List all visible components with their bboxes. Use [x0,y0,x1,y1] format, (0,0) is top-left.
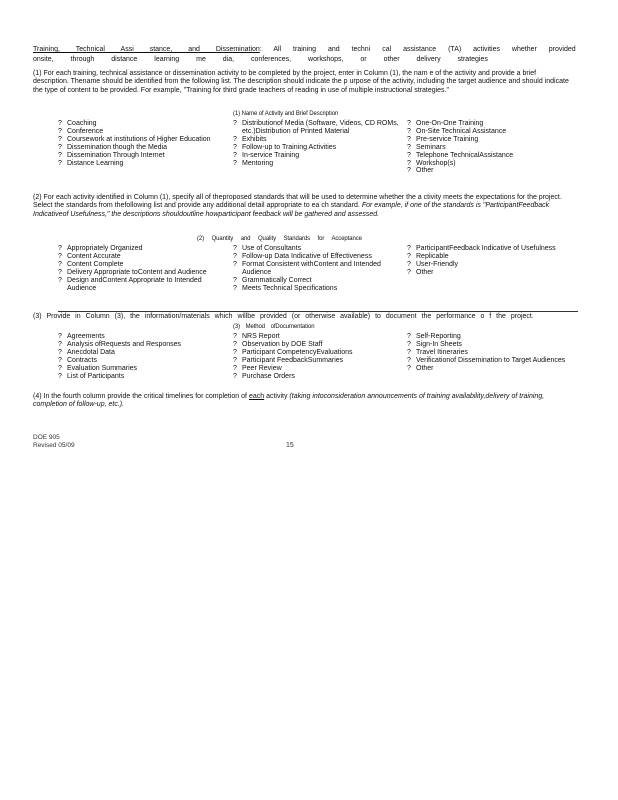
list-item-label: Distance Learning [67,159,124,167]
bullet-marker: ? [233,348,237,356]
intro-line-1-rest: : All training and techni cal assistance (TA) activities whether provided [259,46,576,53]
page-number: 15 [286,442,294,449]
bullet-marker: ? [58,364,62,372]
para-2-example: For example, if one of the standards is "ParticipantFeedback Indicativeof Usefulness," the descriptions shouldoutline howparticipant feedback will be gathered and assessed. [33,202,550,218]
list-item-label: Evaluation Summaries [67,364,138,372]
list-item [233,277,403,285]
instruction-paragraph-3: (3) Provide in Column (3), the information/materials which willbe provided (or otherwise available) to document the performance o f the project. [33,313,534,320]
list-item-label: Dissemination Through Internet [67,151,165,159]
list-item [233,120,403,136]
list-item-label: Content Complete [67,260,124,268]
intro-line-1 [33,46,576,55]
list-item [58,152,223,160]
list-item [407,253,577,261]
list-item-label: Meets Technical Specifications [242,284,338,292]
bullet-marker: ? [407,340,411,348]
bullet-marker: ? [407,348,411,356]
list-item-label: Telephone TechnicalAssistance [416,151,514,159]
bullet-marker: ? [58,276,62,284]
section-3-col-a [58,333,223,380]
list-item [407,261,577,269]
list-item-label: Sign-In Sheets [416,340,462,348]
list-item [407,269,577,277]
list-item-label: User-Friendly [416,260,459,268]
bullet-marker: ? [58,151,62,159]
list-item-label: Use of Consultants [242,245,302,252]
list-item-label: Peer Review [242,364,282,372]
list-item [233,152,403,160]
list-item [58,349,223,357]
section-3-heading: (3) Method ofDocumentation [233,324,315,330]
list-item [407,144,577,152]
list-item [407,120,577,128]
bullet-marker: ? [407,167,411,175]
list-item [58,277,223,293]
list-item [58,160,223,168]
list-item-label: Observation by DOE Staff [242,340,323,348]
list-item-label: Distributionof Media (Software, Videos, CD ROMs, etc.)Distribution of Printed Material [242,120,399,135]
list-item-label: Exhibits [242,135,267,143]
list-item [58,120,223,128]
revised-date: Revised 05/09 [33,442,75,449]
list-item [233,253,403,261]
bullet-marker: ? [233,260,237,268]
list-item-label: Coursework at institutions of Higher Education [67,135,211,143]
list-item-label: Conference [67,127,104,135]
list-item [58,365,223,373]
bullet-marker: ? [407,159,411,167]
intro-line-2: onsite, through distance learning me dia, conferences, workshops, or other delivery strategies [33,56,488,63]
list-item [58,253,223,261]
bullet-marker: ? [58,372,62,380]
bullet-marker: ? [58,159,62,167]
list-item [233,333,403,341]
section-2-col-a [58,245,223,292]
bullet-marker: ? [58,268,62,276]
bullet-marker: ? [58,252,62,260]
bullet-marker: ? [407,245,411,252]
para-4-text: (4) In the fourth column provide the critical timelines for completion of [33,393,249,400]
instruction-paragraph-2 [33,194,573,219]
bullet-marker: ? [233,120,237,127]
list-item-label: On-Site Technical Assistance [416,127,507,135]
list-item [407,128,577,136]
bullet-marker: ? [407,356,411,364]
list-item [407,160,577,168]
list-item [233,261,403,277]
bullet-marker: ? [407,151,411,159]
bullet-marker: ? [58,127,62,135]
list-item [58,136,223,144]
bullet-marker: ? [233,252,237,260]
list-item [58,357,223,365]
bullet-marker: ? [58,260,62,268]
list-item [233,144,403,152]
list-item [407,333,577,341]
list-item-label: Seminars [416,143,446,151]
bullet-marker: ? [233,135,237,143]
list-item-label: Dissemination though the Media [67,143,168,151]
bullet-marker: ? [233,276,237,284]
list-item [233,349,403,357]
section-2-col-c [407,245,577,277]
list-item-label: Contracts [67,356,97,364]
list-item-label: Agreements [67,333,105,340]
section-3-col-c [407,333,577,373]
section-3-col-b [233,333,403,380]
bullet-marker: ? [233,284,237,292]
bullet-marker: ? [233,159,237,167]
list-item [58,261,223,269]
list-item [58,333,223,341]
list-item [58,245,223,253]
list-item-label: ParticipantFeedback Indicative of Usefulness [416,245,556,252]
para-4-underlined: each [248,393,265,400]
form-id: DOE 905 [33,434,60,441]
list-item-label: NRS Report [242,333,280,340]
list-item-label: Participant CompetencyEvaluations [242,348,353,356]
bullet-marker: ? [58,120,62,127]
bullet-marker: ? [407,333,411,340]
list-item [233,285,403,293]
list-item-label: Workshop(s) [416,159,456,167]
bullet-marker: ? [407,364,411,372]
list-item-label: List of Participants [67,372,125,380]
list-item [58,128,223,136]
bullet-marker: ? [58,143,62,151]
list-item-label: Appropriately Organized [67,245,143,252]
list-item [407,349,577,357]
para-4-italic: (taking intoconsideration announcements of training availability,delivery of training, completion of follow-up, etc.). [33,393,545,409]
list-item-label: Delivery Appropriate toContent and Audience [67,268,207,276]
bullet-marker: ? [407,120,411,127]
list-item-label: Verificationof Dissemination to Target Audiences [416,356,566,364]
instruction-paragraph-1: (1) For each training, technical assistance or dissemination activity to be completed by the project, enter in Column (1), the nam e of the activity and provide a brief description. Thename should be identified from the following list. The description should indicate the p urpose of the activity, including the target audience and should indicate the type of content to be provided. For example, "Training for third grade teachers of reading in use of multiple instructional strategies." [33,70,569,94]
bullet-marker: ? [233,151,237,159]
list-item [233,245,403,253]
list-item [407,245,577,253]
list-item-label: Format Consistent withContent and Intended Audience [242,260,381,276]
list-item [233,373,403,381]
section-2-rule [58,311,578,312]
list-item-label: Other [416,167,434,175]
list-item-label: Purchase Orders [242,372,295,380]
list-item-label: Coaching [67,120,97,127]
list-item-label: Grammatically Correct [242,276,312,284]
bullet-marker: ? [233,245,237,252]
list-item-label: Mentoring [242,159,274,167]
bullet-marker: ? [233,364,237,372]
list-item [407,152,577,160]
bullet-marker: ? [58,356,62,364]
list-item-label: Replicable [416,252,449,260]
list-item-label: Other [416,364,434,372]
list-item-label: Content Accurate [67,252,121,260]
list-item [58,373,223,381]
list-item [407,167,577,175]
list-item [407,365,577,373]
list-item-label: Anecdotal Data [67,348,115,356]
list-item [233,136,403,144]
list-item-label: One-On-One Training [416,120,484,127]
bullet-marker: ? [233,143,237,151]
bullet-marker: ? [233,333,237,340]
bullet-marker: ? [233,356,237,364]
bullet-marker: ? [407,135,411,143]
list-item-label: In-service Training [242,151,300,159]
list-item [58,144,223,152]
list-item [58,269,223,277]
list-item-label: Participant FeedbackSummaries [242,356,344,364]
list-item-label: Travel Itineraries [416,348,468,356]
instruction-paragraph-4 [33,393,573,410]
section-1-col-a [58,120,223,167]
section-2-col-b [233,245,403,292]
list-item [407,341,577,349]
bullet-marker: ? [58,333,62,340]
bullet-marker: ? [233,372,237,380]
bullet-marker: ? [58,340,62,348]
bullet-marker: ? [407,268,411,276]
bullet-marker: ? [407,143,411,151]
section-1-heading: (1) Name of Activity and Brief Description [233,111,339,117]
para-2-text: (2) For each activity identified in Column (1), specify all of theproposed standards that will be used to determine whether the a ctivity meets the expectations for the project. Select the standards from thefollowing list and provide any additional detail appropriate to ea ch standard. [33,194,562,210]
section-1-col-b [233,120,403,167]
section-2-heading: (2) Quantity and Quality Standards for Acceptance [197,236,362,242]
para-4-middle: activity [264,393,290,400]
bullet-marker: ? [58,245,62,252]
list-item-label: Design andContent Appropriate to Intended Audience [67,276,202,292]
list-item [407,136,577,144]
list-item-label: Other [416,268,434,276]
list-item-label: Self-Reporting [416,333,461,340]
bullet-marker: ? [407,260,411,268]
section-1-col-c [407,120,577,175]
list-item [407,357,577,365]
list-item [233,160,403,168]
list-item-label: Follow-up Data Indicative of Effectiveness [242,252,372,260]
intro-title-underlined: Training, Technical Assi stance, and Dissemination [33,46,260,53]
list-item-label: Pre-service Training [416,135,479,143]
list-item [233,341,403,349]
bullet-marker: ? [58,135,62,143]
list-item [58,341,223,349]
list-item-label: Follow-up to Training Activities [242,143,337,151]
bullet-marker: ? [58,348,62,356]
list-item-label: Analysis ofRequests and Responses [67,340,182,348]
list-item [233,365,403,373]
bullet-marker: ? [407,127,411,135]
bullet-marker: ? [233,340,237,348]
bullet-marker: ? [407,252,411,260]
list-item [233,357,403,365]
